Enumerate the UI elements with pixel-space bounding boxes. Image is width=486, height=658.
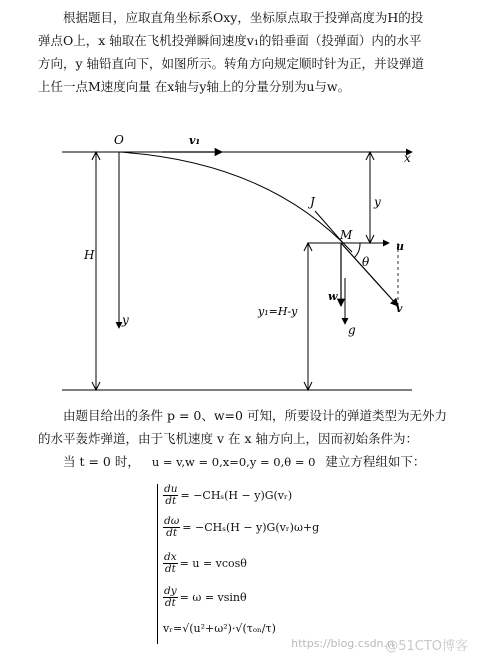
v-arrow xyxy=(341,243,398,306)
intro-line-1: 根据题目，应取直角坐标系Oxy，坐标原点取于投弹高度为H的投 xyxy=(63,10,424,25)
label-M: M xyxy=(340,228,353,242)
label-O: O xyxy=(114,133,124,147)
condition-t0: 当 t = 0 时， xyxy=(63,454,140,469)
label-H: H xyxy=(84,248,95,262)
equation-5: vᵣ=√(u²+ω²)·√(τₒₙ/τ) xyxy=(163,622,276,635)
label-x: x xyxy=(404,151,411,165)
equation-brace xyxy=(157,484,162,644)
equation-4: $\frac{dy}{dt}$ = ω = vsinθ xyxy=(164,585,247,609)
label-w: w xyxy=(328,290,338,303)
watermark-brand: @51CTO博客 xyxy=(385,639,468,654)
label-v: v xyxy=(396,302,403,315)
label-y-left: y xyxy=(122,313,129,327)
label-y-right: y xyxy=(374,195,381,209)
trajectory-diagram xyxy=(62,128,422,394)
equation-2: $\frac{d\omega}{dt}$ = −CHₛ(H − y)G(vᵣ)ω+g xyxy=(164,515,320,539)
equation-1: $\frac{du}{dt}$ = −CHₛ(H − y)G(vᵣ) xyxy=(164,483,293,507)
equation-system xyxy=(157,482,320,648)
label-u: u xyxy=(396,240,404,253)
trajectory-curve xyxy=(119,152,352,252)
condition-line-2: 的水平轰炸弹道，由于飞机速度 v 在 x 轴方向上，因而初始条件为： xyxy=(38,431,419,446)
condition-paragraph xyxy=(38,404,462,474)
label-v1: v₁ xyxy=(189,134,201,147)
intro-line-4: 上任一点M速度向量 在x轴与y轴上的分量分别为u与w。 xyxy=(38,79,351,94)
watermark-url: https://blog.csdn.n xyxy=(291,637,394,650)
intro-line-2: 弹点O上，x 轴取在飞机投弹瞬间速度v₁的铅垂面（投弹面）内的水平 xyxy=(38,33,422,48)
theta-arc xyxy=(354,243,360,258)
condition-tail: 建立方程组如下： xyxy=(325,454,426,469)
intro-line-3: 方向，y 轴铅直向下，如图所示。转角方向规定顺时针为正，并设弹道 xyxy=(38,56,425,71)
label-g: g xyxy=(348,323,356,337)
label-J: J xyxy=(310,195,315,209)
label-y1: y₁=H-y xyxy=(258,305,298,318)
label-theta: θ xyxy=(362,255,370,269)
condition-line-1: 由题目给出的条件 p = 0、w=0 可知，所要设计的弹道类型为无外力 xyxy=(63,408,447,423)
initial-values: u = v,w = 0,x=0,y = 0,θ = 0 xyxy=(151,455,316,469)
equation-3: $\frac{dx}{dt}$ = u = vcosθ xyxy=(164,551,247,575)
condition-line-3 xyxy=(38,450,462,474)
intro-paragraph xyxy=(38,6,462,98)
